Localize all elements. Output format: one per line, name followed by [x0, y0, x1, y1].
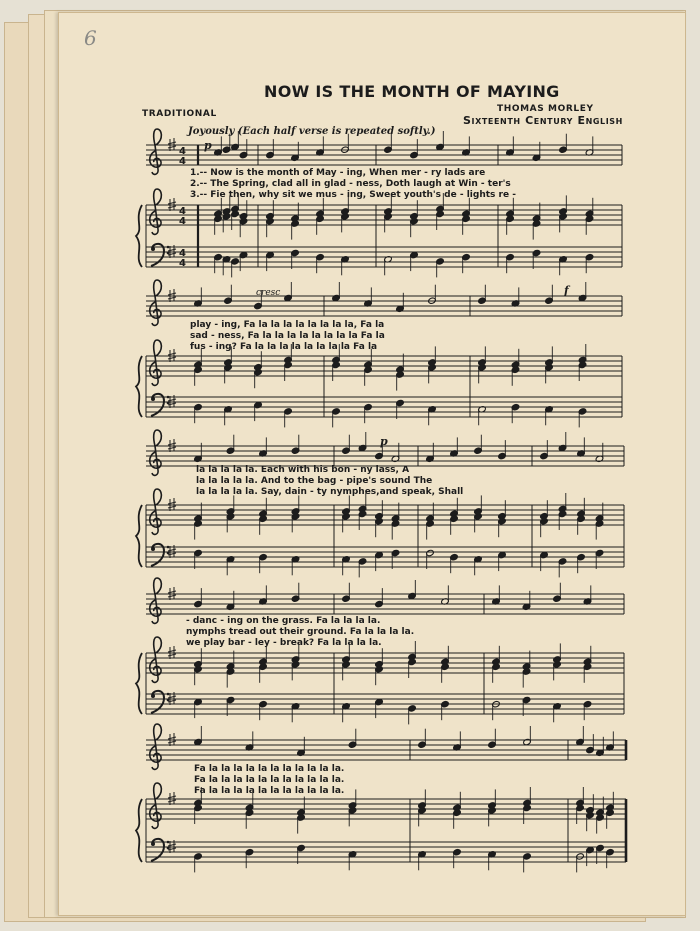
treble-clef-icon: [150, 340, 162, 385]
key-signature-sharp-icon: [168, 587, 176, 600]
attribution-traditional: TRADITIONAL: [142, 109, 217, 119]
time-signature-top: 4: [179, 206, 186, 217]
dynamic-piano-2: p: [380, 435, 388, 448]
key-signature-sharp-icon: [168, 792, 176, 805]
dynamic-forte: f: [564, 284, 569, 297]
key-signature-sharp-icon: [168, 349, 176, 362]
verse-2-line: 2.-- The Spring, clad all in glad - ness, Doth laugh at Win - ter's: [190, 179, 511, 189]
treble-clef-icon: [150, 189, 162, 234]
key-signature-sharp-icon: [168, 646, 176, 659]
pencil-page-number: 6: [84, 26, 97, 50]
verse-3-line: 3.-- Fie then, why sit we mus - ing, Sweet youth's de - lights re -: [190, 190, 516, 200]
verse-2-line: la la la la la. And to the bag - pipe's sound The: [196, 476, 433, 486]
treble-clef-icon: [150, 280, 162, 325]
key-signature-sharp-icon: [168, 733, 176, 746]
system-2-lyrics: [190, 320, 385, 353]
verse-1-line: la la la la la. Each with his bon - ny lass, A: [196, 465, 410, 475]
system-5-lyrics: [194, 764, 344, 797]
treble-clef-icon: [150, 578, 162, 623]
treble-clef-icon: [150, 783, 162, 828]
piano-brace: [136, 799, 142, 862]
treble-clef-icon: [150, 430, 162, 475]
verse-1-line: 1.-- Now is the month of May - ing, When mer - ry lads are: [190, 168, 486, 178]
verse-2-line: nymphs tread out their ground. Fa la la la la.: [186, 627, 415, 637]
verse-3-line: la la la la la. Say, dain - ty nymphes,and speak, Shall: [196, 487, 464, 497]
treble-clef-icon: [150, 129, 162, 174]
key-signature-sharp-icon: [168, 289, 176, 302]
verse-1-line: Fa la la la la la la la la la la la.: [194, 764, 345, 774]
system-1-lyrics: [190, 168, 516, 201]
treble-clef-icon: [150, 489, 162, 534]
piano-brace: [136, 205, 142, 267]
key-signature-sharp-icon: [168, 498, 176, 511]
treble-clef-icon: [150, 724, 162, 769]
crescendo-marking: cresc: [256, 288, 281, 298]
time-signature-top: 4: [179, 248, 186, 259]
verse-3-line: fus - ing? Fa la la la la la la la la Fa la: [190, 342, 378, 352]
verse-3-line: Fa la la la la la la la la la la la.: [194, 786, 345, 796]
time-signature-bottom: 4: [179, 258, 186, 269]
time-signature-bottom: 4: [179, 216, 186, 227]
key-signature-sharp-icon: [168, 439, 176, 452]
piano-brace: [136, 653, 142, 714]
treble-clef-icon: [150, 637, 162, 682]
dynamic-piano: p: [204, 139, 212, 152]
system-4-lyrics: [186, 616, 414, 649]
verse-1-line: play - ing, Fa la la la la la la la la, Fa la: [190, 320, 385, 330]
tempo-marking: Joyously (Each half verse is repeated softly.): [188, 126, 436, 137]
composer-name: THOMAS MORLEY: [497, 104, 594, 114]
song-title: NOW IS THE MONTH OF MAYING: [264, 82, 560, 101]
piano-brace: [136, 356, 142, 417]
key-signature-sharp-icon: [168, 198, 176, 211]
system-3-lyrics: [196, 465, 463, 498]
verse-3-line: we play bar - ley - break? Fa la la la la.: [186, 638, 382, 648]
composer-era: Sixteenth Century English: [463, 114, 623, 127]
piano-brace: [136, 505, 142, 567]
time-signature-bottom: 4: [179, 156, 186, 167]
verse-2-line: Fa la la la la la la la la la la la.: [194, 775, 345, 785]
key-signature-sharp-icon: [168, 138, 176, 151]
time-signature-top: 4: [179, 146, 186, 157]
verse-1-line: - danc - ing on the grass. Fa la la la la.: [186, 616, 381, 626]
verse-2-line: sad - ness, Fa la la la la la la la la Fa la: [190, 331, 385, 341]
